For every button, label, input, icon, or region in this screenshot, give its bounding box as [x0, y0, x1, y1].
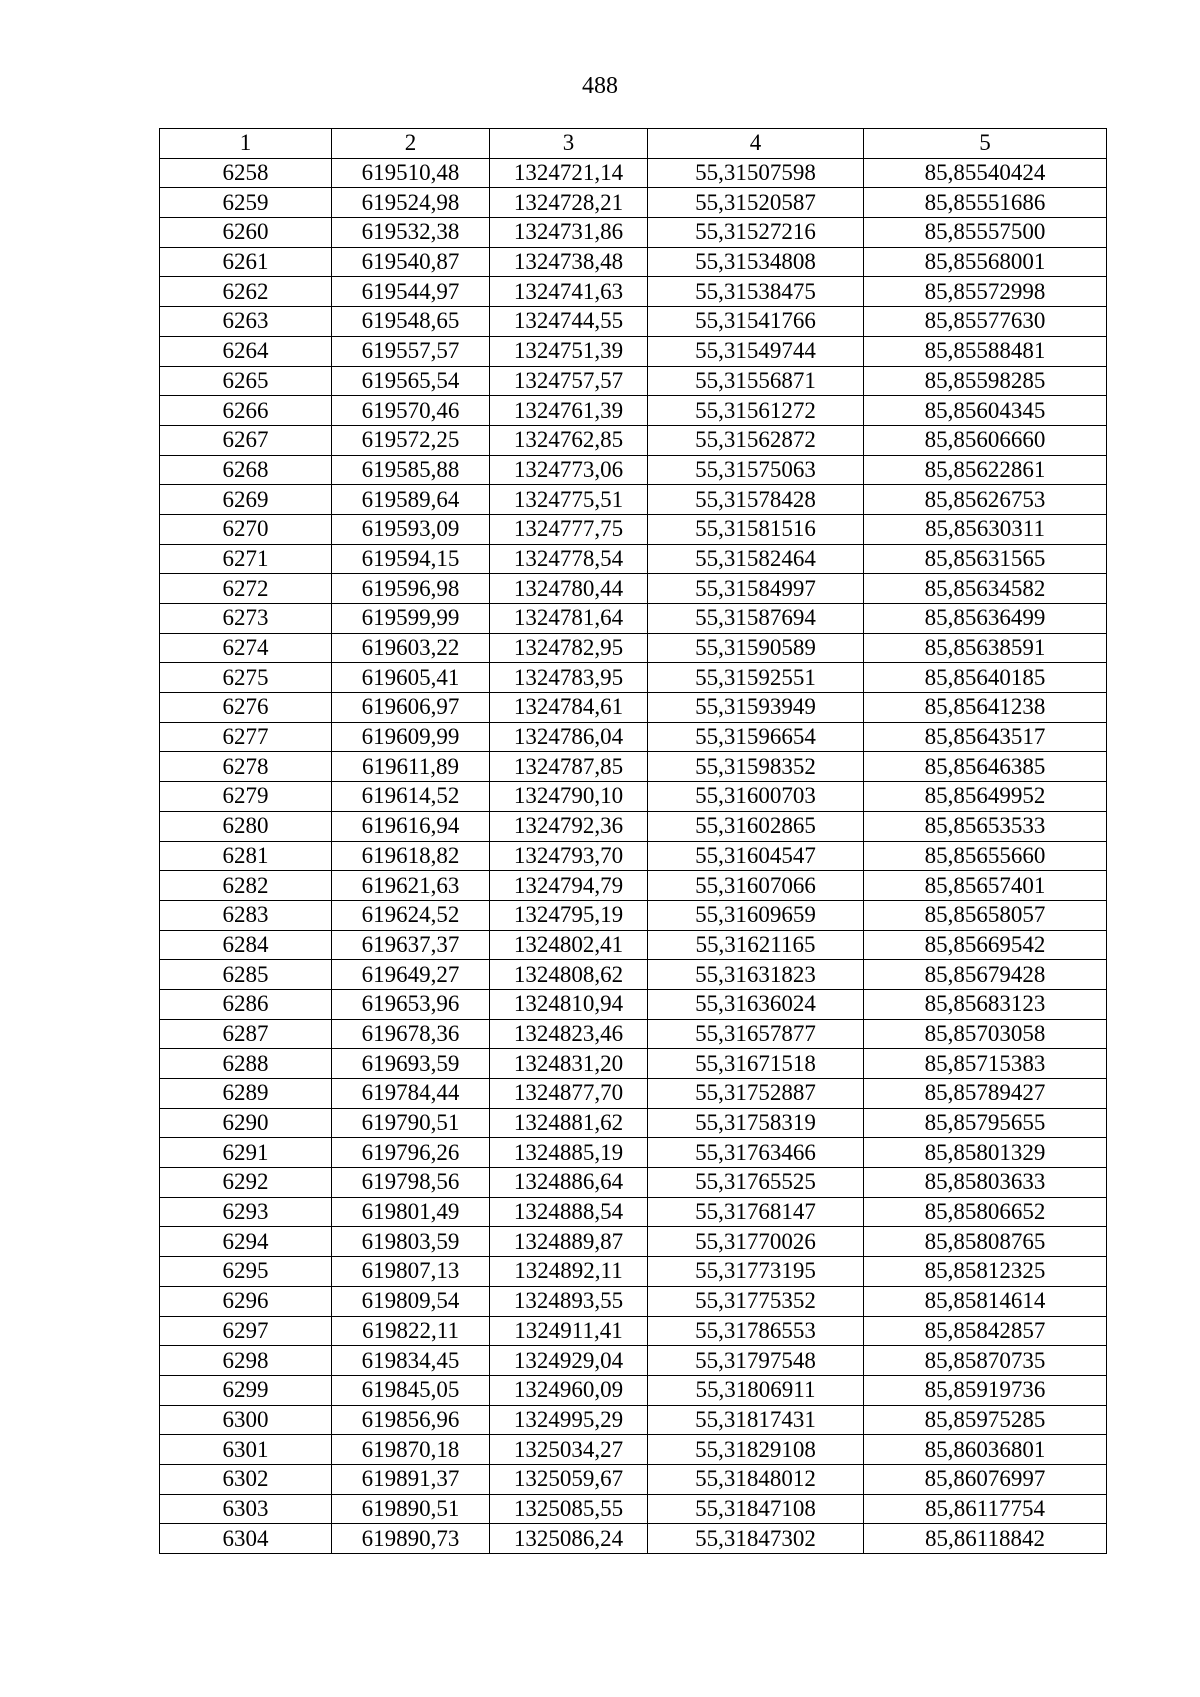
table-cell: 1324892,11 — [490, 1257, 648, 1287]
table-cell: 619834,45 — [332, 1346, 490, 1376]
table-row — [160, 485, 1107, 515]
table-cell: 85,85649952 — [864, 782, 1107, 812]
table-row — [160, 752, 1107, 782]
table-cell: 85,85641238 — [864, 693, 1107, 723]
table-cell: 6284 — [160, 930, 332, 960]
table-cell: 6263 — [160, 307, 332, 337]
table-row — [160, 960, 1107, 990]
table-cell: 55,31847108 — [648, 1494, 864, 1524]
table-cell: 619611,89 — [332, 752, 490, 782]
table-cell: 6292 — [160, 1168, 332, 1198]
table-cell: 85,85540424 — [864, 158, 1107, 188]
column-header: 2 — [332, 129, 490, 159]
table-row — [160, 544, 1107, 574]
table-cell: 85,86118842 — [864, 1524, 1107, 1554]
table-cell: 85,85812325 — [864, 1257, 1107, 1287]
table-row — [160, 455, 1107, 485]
table-cell: 619572,25 — [332, 425, 490, 455]
table-cell: 55,31538475 — [648, 277, 864, 307]
table-cell: 55,31596654 — [648, 722, 864, 752]
table-row — [160, 1346, 1107, 1376]
table-body — [160, 158, 1107, 1553]
table-cell: 619594,15 — [332, 544, 490, 574]
table-cell: 6279 — [160, 782, 332, 812]
table-cell: 619803,59 — [332, 1227, 490, 1257]
table-cell: 619796,26 — [332, 1138, 490, 1168]
table-cell: 55,31600703 — [648, 782, 864, 812]
table-cell: 6295 — [160, 1257, 332, 1287]
table-cell: 1324728,21 — [490, 188, 648, 218]
table-row — [160, 633, 1107, 663]
table-cell: 55,31829108 — [648, 1435, 864, 1465]
table-cell: 1324738,48 — [490, 247, 648, 277]
table-row — [160, 277, 1107, 307]
table-row — [160, 574, 1107, 604]
table-row — [160, 663, 1107, 693]
table-cell: 1324881,62 — [490, 1108, 648, 1138]
table-cell: 85,85801329 — [864, 1138, 1107, 1168]
table-cell: 55,31541766 — [648, 307, 864, 337]
table-row — [160, 1079, 1107, 1109]
table-cell: 6259 — [160, 188, 332, 218]
table-cell: 619621,63 — [332, 871, 490, 901]
table-cell: 6285 — [160, 960, 332, 990]
table-cell: 6260 — [160, 218, 332, 248]
table-row — [160, 1286, 1107, 1316]
table-cell: 1325085,55 — [490, 1494, 648, 1524]
table-cell: 619589,64 — [332, 485, 490, 515]
table-row — [160, 1316, 1107, 1346]
table-cell: 619809,54 — [332, 1286, 490, 1316]
table-cell: 1324782,95 — [490, 633, 648, 663]
table-row — [160, 396, 1107, 426]
table-cell: 55,31765525 — [648, 1168, 864, 1198]
table-cell: 6266 — [160, 396, 332, 426]
table-cell: 6265 — [160, 366, 332, 396]
table-cell: 1324793,70 — [490, 841, 648, 871]
table-cell: 55,31534808 — [648, 247, 864, 277]
table-cell: 619678,36 — [332, 1019, 490, 1049]
table-cell: 6296 — [160, 1286, 332, 1316]
table-cell: 6293 — [160, 1197, 332, 1227]
table-cell: 6262 — [160, 277, 332, 307]
table-cell: 55,31556871 — [648, 366, 864, 396]
table-cell: 619532,38 — [332, 218, 490, 248]
table-cell: 619606,97 — [332, 693, 490, 723]
table-row — [160, 1435, 1107, 1465]
table-row — [160, 1375, 1107, 1405]
table-cell: 85,85975285 — [864, 1405, 1107, 1435]
table-cell: 619557,57 — [332, 336, 490, 366]
table-row — [160, 693, 1107, 723]
table-cell: 85,85803633 — [864, 1168, 1107, 1198]
table-cell: 619609,99 — [332, 722, 490, 752]
table-cell: 6272 — [160, 574, 332, 604]
table-cell: 1325086,24 — [490, 1524, 648, 1554]
table-cell: 55,31636024 — [648, 989, 864, 1019]
table-cell: 55,31848012 — [648, 1464, 864, 1494]
table-header-row — [160, 129, 1107, 159]
table-cell: 1324762,85 — [490, 425, 648, 455]
table-cell: 55,31847302 — [648, 1524, 864, 1554]
table-cell: 55,31587694 — [648, 604, 864, 634]
table-cell: 55,31758319 — [648, 1108, 864, 1138]
table-cell: 55,31763466 — [648, 1138, 864, 1168]
table-cell: 6270 — [160, 514, 332, 544]
table-cell: 55,31507598 — [648, 158, 864, 188]
table-cell: 1324802,41 — [490, 930, 648, 960]
page-number: 488 — [582, 73, 618, 99]
table-cell: 85,85636499 — [864, 604, 1107, 634]
table-cell: 55,31578428 — [648, 485, 864, 515]
table-cell: 85,86076997 — [864, 1464, 1107, 1494]
table-cell: 6269 — [160, 485, 332, 515]
table-cell: 6286 — [160, 989, 332, 1019]
table-row — [160, 1464, 1107, 1494]
table-cell: 85,85630311 — [864, 514, 1107, 544]
table-cell: 1324787,85 — [490, 752, 648, 782]
table-cell: 6303 — [160, 1494, 332, 1524]
table-cell: 619614,52 — [332, 782, 490, 812]
table-cell: 85,85808765 — [864, 1227, 1107, 1257]
table-row — [160, 900, 1107, 930]
table-row — [160, 307, 1107, 337]
table-row — [160, 1049, 1107, 1079]
table-cell: 1325059,67 — [490, 1464, 648, 1494]
table-cell: 85,85572998 — [864, 277, 1107, 307]
table-cell: 6276 — [160, 693, 332, 723]
table-row — [160, 1019, 1107, 1049]
table-cell: 1324911,41 — [490, 1316, 648, 1346]
table-cell: 85,85638591 — [864, 633, 1107, 663]
column-header: 4 — [648, 129, 864, 159]
table-row — [160, 514, 1107, 544]
table-cell: 6301 — [160, 1435, 332, 1465]
table-cell: 55,31806911 — [648, 1375, 864, 1405]
table-cell: 619624,52 — [332, 900, 490, 930]
table-cell: 85,85631565 — [864, 544, 1107, 574]
table-cell: 55,31671518 — [648, 1049, 864, 1079]
table-row — [160, 1227, 1107, 1257]
table-cell: 55,31797548 — [648, 1346, 864, 1376]
table-cell: 6258 — [160, 158, 332, 188]
table-cell: 6274 — [160, 633, 332, 663]
table-cell: 619510,48 — [332, 158, 490, 188]
table-cell: 55,31593949 — [648, 693, 864, 723]
table-cell: 1324831,20 — [490, 1049, 648, 1079]
table-cell: 1324888,54 — [490, 1197, 648, 1227]
table-cell: 6267 — [160, 425, 332, 455]
table-cell: 6300 — [160, 1405, 332, 1435]
table-cell: 619801,49 — [332, 1197, 490, 1227]
table-cell: 85,86036801 — [864, 1435, 1107, 1465]
table-cell: 1324781,64 — [490, 604, 648, 634]
table-cell: 55,31549744 — [648, 336, 864, 366]
table-cell: 619570,46 — [332, 396, 490, 426]
table-cell: 619890,73 — [332, 1524, 490, 1554]
table-cell: 85,85606660 — [864, 425, 1107, 455]
table-cell: 619605,41 — [332, 663, 490, 693]
table-row — [160, 247, 1107, 277]
table-cell: 85,85643517 — [864, 722, 1107, 752]
table-cell: 55,31604547 — [648, 841, 864, 871]
table-cell: 85,85919736 — [864, 1375, 1107, 1405]
table-cell: 1324731,86 — [490, 218, 648, 248]
table-cell: 6289 — [160, 1079, 332, 1109]
table-cell: 1324810,94 — [490, 989, 648, 1019]
table-cell: 85,85577630 — [864, 307, 1107, 337]
table-cell: 6298 — [160, 1346, 332, 1376]
table-cell: 6294 — [160, 1227, 332, 1257]
table-cell: 1324780,44 — [490, 574, 648, 604]
table-cell: 85,85679428 — [864, 960, 1107, 990]
table-cell: 6271 — [160, 544, 332, 574]
table-cell: 6275 — [160, 663, 332, 693]
table-cell: 85,85683123 — [864, 989, 1107, 1019]
table-cell: 55,31584997 — [648, 574, 864, 604]
table-cell: 55,31581516 — [648, 514, 864, 544]
table-row — [160, 782, 1107, 812]
table-cell: 55,31590589 — [648, 633, 864, 663]
table-cell: 85,85640185 — [864, 663, 1107, 693]
table-row — [160, 336, 1107, 366]
table-cell: 619618,82 — [332, 841, 490, 871]
table-cell: 1324775,51 — [490, 485, 648, 515]
table-cell: 1324786,04 — [490, 722, 648, 752]
table-row — [160, 1108, 1107, 1138]
table-cell: 85,85557500 — [864, 218, 1107, 248]
table-cell: 55,31607066 — [648, 871, 864, 901]
table-cell: 619544,97 — [332, 277, 490, 307]
table-cell: 85,85626753 — [864, 485, 1107, 515]
table-cell: 85,85653533 — [864, 811, 1107, 841]
table-cell: 619807,13 — [332, 1257, 490, 1287]
table-cell: 1324960,09 — [490, 1375, 648, 1405]
table-cell: 1324741,63 — [490, 277, 648, 307]
table-cell: 55,31575063 — [648, 455, 864, 485]
table-cell: 619790,51 — [332, 1108, 490, 1138]
table-row — [160, 1138, 1107, 1168]
table-cell: 6288 — [160, 1049, 332, 1079]
table-cell: 1324757,57 — [490, 366, 648, 396]
table-row — [160, 1168, 1107, 1198]
table-cell: 619870,18 — [332, 1435, 490, 1465]
table-cell: 619653,96 — [332, 989, 490, 1019]
table-cell: 85,85655660 — [864, 841, 1107, 871]
table-cell: 85,85604345 — [864, 396, 1107, 426]
table-row — [160, 841, 1107, 871]
column-header: 3 — [490, 129, 648, 159]
table-cell: 85,85669542 — [864, 930, 1107, 960]
table-row — [160, 930, 1107, 960]
table-cell: 85,85703058 — [864, 1019, 1107, 1049]
table-cell: 55,31817431 — [648, 1405, 864, 1435]
table-cell: 1324808,62 — [490, 960, 648, 990]
table-cell: 1324790,10 — [490, 782, 648, 812]
table-cell: 6291 — [160, 1138, 332, 1168]
table-cell: 85,85634582 — [864, 574, 1107, 604]
table-cell: 6302 — [160, 1464, 332, 1494]
table-cell: 619524,98 — [332, 188, 490, 218]
table-cell: 1324744,55 — [490, 307, 648, 337]
table-cell: 6299 — [160, 1375, 332, 1405]
table-cell: 55,31602865 — [648, 811, 864, 841]
table-row — [160, 425, 1107, 455]
table-cell: 85,85646385 — [864, 752, 1107, 782]
table-row — [160, 989, 1107, 1019]
table-row — [160, 1494, 1107, 1524]
table-cell: 85,85842857 — [864, 1316, 1107, 1346]
table-cell: 6261 — [160, 247, 332, 277]
table-cell: 619565,54 — [332, 366, 490, 396]
table-cell: 85,85551686 — [864, 188, 1107, 218]
table-cell: 619845,05 — [332, 1375, 490, 1405]
table-row — [160, 1197, 1107, 1227]
table-cell: 85,85598285 — [864, 366, 1107, 396]
table-cell: 1324795,19 — [490, 900, 648, 930]
table-cell: 6277 — [160, 722, 332, 752]
table-cell: 55,31621165 — [648, 930, 864, 960]
table-cell: 6297 — [160, 1316, 332, 1346]
table-cell: 1324893,55 — [490, 1286, 648, 1316]
table-cell: 85,85814614 — [864, 1286, 1107, 1316]
table-cell: 1324761,39 — [490, 396, 648, 426]
table-cell: 1324777,75 — [490, 514, 648, 544]
table-row — [160, 188, 1107, 218]
table-cell: 619596,98 — [332, 574, 490, 604]
table-row — [160, 1257, 1107, 1287]
table-cell: 55,31598352 — [648, 752, 864, 782]
table-cell: 6264 — [160, 336, 332, 366]
table-cell: 55,31657877 — [648, 1019, 864, 1049]
table-cell: 85,85715383 — [864, 1049, 1107, 1079]
table-cell: 6290 — [160, 1108, 332, 1138]
table-row — [160, 871, 1107, 901]
table-cell: 55,31520587 — [648, 188, 864, 218]
table-row — [160, 366, 1107, 396]
table-cell: 85,85870735 — [864, 1346, 1107, 1376]
table-cell: 619585,88 — [332, 455, 490, 485]
table-row — [160, 218, 1107, 248]
table-cell: 6280 — [160, 811, 332, 841]
table-cell: 1324773,06 — [490, 455, 648, 485]
table-cell: 55,31562872 — [648, 425, 864, 455]
table-cell: 55,31752887 — [648, 1079, 864, 1109]
table-cell: 55,31770026 — [648, 1227, 864, 1257]
table-cell: 6304 — [160, 1524, 332, 1554]
table-cell: 55,31582464 — [648, 544, 864, 574]
table-row — [160, 811, 1107, 841]
table-cell: 55,31609659 — [648, 900, 864, 930]
table-cell: 1324823,46 — [490, 1019, 648, 1049]
table-cell: 1324783,95 — [490, 663, 648, 693]
table-cell: 85,85658057 — [864, 900, 1107, 930]
table-row — [160, 158, 1107, 188]
table-cell: 1324886,64 — [490, 1168, 648, 1198]
table-cell: 619616,94 — [332, 811, 490, 841]
table-row — [160, 604, 1107, 634]
table-cell: 619599,99 — [332, 604, 490, 634]
table-cell: 6281 — [160, 841, 332, 871]
table-row — [160, 1524, 1107, 1554]
table-cell: 55,31631823 — [648, 960, 864, 990]
table-cell: 619649,27 — [332, 960, 490, 990]
column-header: 5 — [864, 129, 1107, 159]
table-cell: 55,31527216 — [648, 218, 864, 248]
table-cell: 619890,51 — [332, 1494, 490, 1524]
table-cell: 55,31775352 — [648, 1286, 864, 1316]
table-cell: 85,85568001 — [864, 247, 1107, 277]
table-cell: 55,31773195 — [648, 1257, 864, 1287]
table-cell: 1324784,61 — [490, 693, 648, 723]
table-cell: 6287 — [160, 1019, 332, 1049]
table-cell: 1324889,87 — [490, 1227, 648, 1257]
table-cell: 619822,11 — [332, 1316, 490, 1346]
table-cell: 1325034,27 — [490, 1435, 648, 1465]
coordinates-table — [159, 128, 1107, 1554]
table-cell: 6283 — [160, 900, 332, 930]
table-cell: 619593,09 — [332, 514, 490, 544]
table-cell: 619891,37 — [332, 1464, 490, 1494]
table-cell: 1324995,29 — [490, 1405, 648, 1435]
table-cell: 6268 — [160, 455, 332, 485]
table-cell: 85,86117754 — [864, 1494, 1107, 1524]
table-cell: 619693,59 — [332, 1049, 490, 1079]
table-cell: 1324778,54 — [490, 544, 648, 574]
column-header: 1 — [160, 129, 332, 159]
table-cell: 1324751,39 — [490, 336, 648, 366]
table-cell: 85,85622861 — [864, 455, 1107, 485]
table-cell: 1324792,36 — [490, 811, 648, 841]
table-cell: 1324721,14 — [490, 158, 648, 188]
table-cell: 85,85588481 — [864, 336, 1107, 366]
table-cell: 619637,37 — [332, 930, 490, 960]
table-cell: 55,31592551 — [648, 663, 864, 693]
table-cell: 1324885,19 — [490, 1138, 648, 1168]
table-cell: 619548,65 — [332, 307, 490, 337]
table-cell: 85,85806652 — [864, 1197, 1107, 1227]
table-cell: 619784,44 — [332, 1079, 490, 1109]
table-cell: 1324877,70 — [490, 1079, 648, 1109]
table-cell: 619798,56 — [332, 1168, 490, 1198]
table-cell: 1324929,04 — [490, 1346, 648, 1376]
table-cell: 85,85657401 — [864, 871, 1107, 901]
table-cell: 619856,96 — [332, 1405, 490, 1435]
table-cell: 1324794,79 — [490, 871, 648, 901]
table-cell: 55,31768147 — [648, 1197, 864, 1227]
table-cell: 6278 — [160, 752, 332, 782]
table-cell: 85,85789427 — [864, 1079, 1107, 1109]
table-cell: 55,31561272 — [648, 396, 864, 426]
table-cell: 85,85795655 — [864, 1108, 1107, 1138]
table-cell: 55,31786553 — [648, 1316, 864, 1346]
table-cell: 6282 — [160, 871, 332, 901]
table-row — [160, 1405, 1107, 1435]
table-row — [160, 722, 1107, 752]
table-cell: 6273 — [160, 604, 332, 634]
table-cell: 619603,22 — [332, 633, 490, 663]
table-cell: 619540,87 — [332, 247, 490, 277]
